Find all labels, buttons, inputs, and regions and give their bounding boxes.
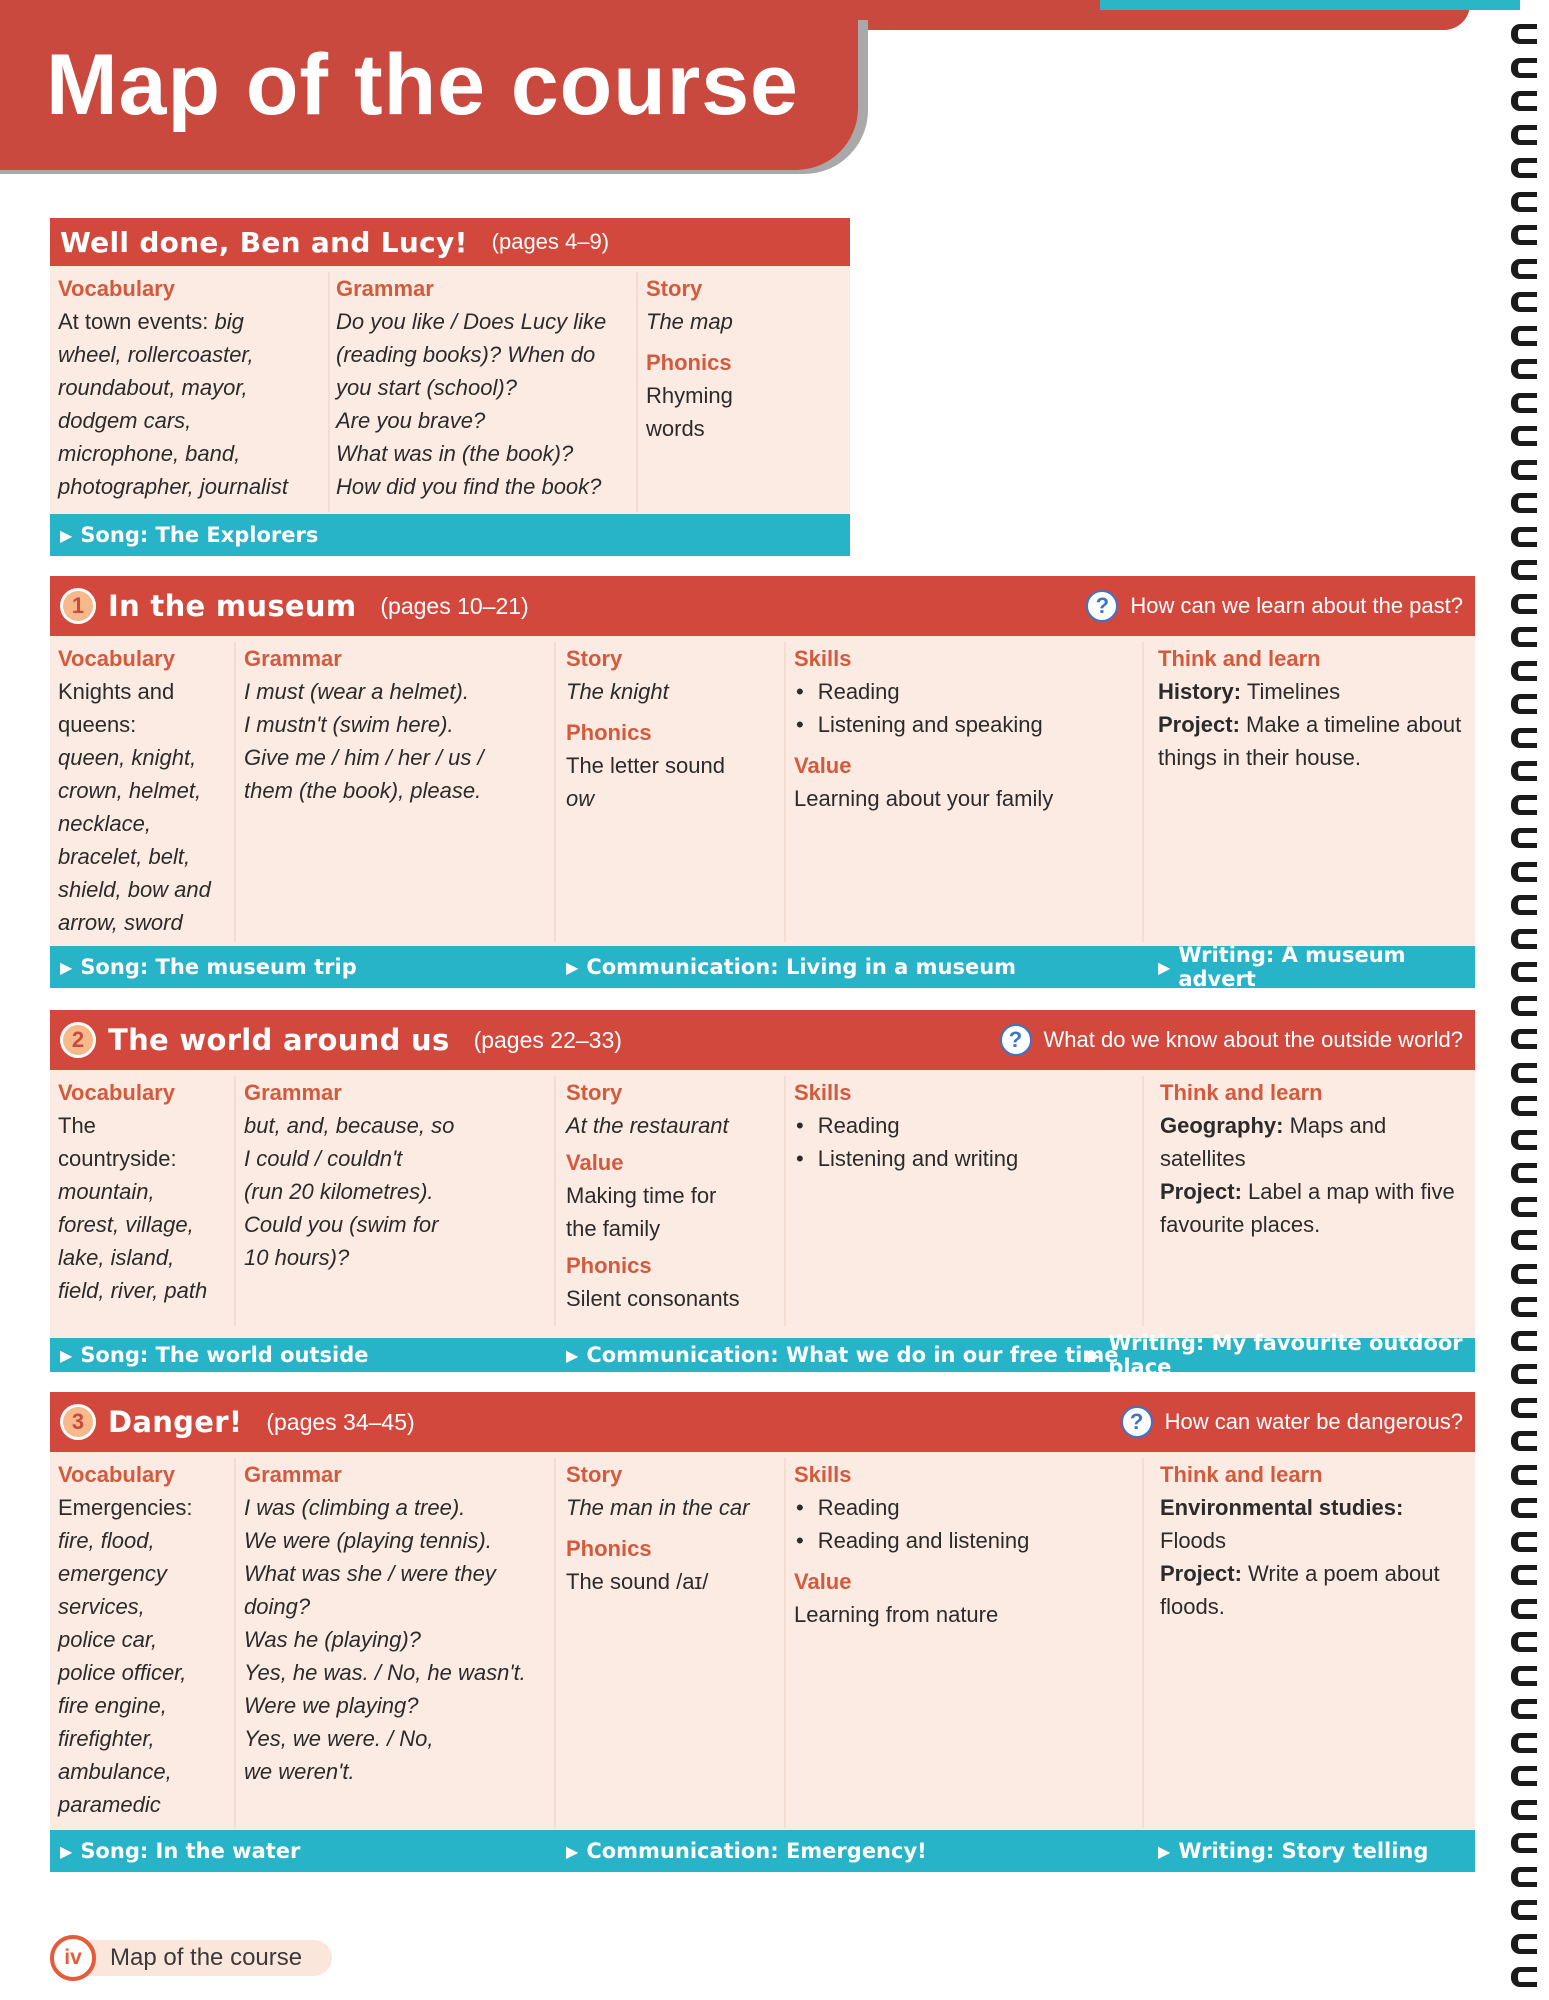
unit-2-story-label: Story xyxy=(566,1080,623,1105)
spiral-ring xyxy=(1511,1264,1537,1284)
grammar-line: I mustn't (swim here). xyxy=(244,712,454,737)
unit-1-grammar-column xyxy=(244,642,556,942)
unit-1-skills-label: Skills xyxy=(794,646,852,671)
unit-2-vocabulary-column xyxy=(58,1076,236,1326)
phonics-sound: ow xyxy=(566,786,595,811)
story-text: At the restaurant xyxy=(566,1113,729,1138)
vocabulary-line: services, xyxy=(58,1594,145,1619)
intro-story-label: Story xyxy=(646,276,703,301)
skills-item: • Reading and listening xyxy=(794,1524,1142,1557)
intro-grammar-label: Grammar xyxy=(336,276,434,301)
spiral-ring xyxy=(1511,1431,1537,1451)
grammar-line: but, and, because, so xyxy=(244,1113,455,1138)
unit-1 xyxy=(50,576,1475,991)
spiral-ring xyxy=(1511,1230,1537,1250)
vocabulary-line: fire, flood, xyxy=(58,1528,155,1553)
spiral-ring xyxy=(1511,795,1537,815)
intro-vocabulary-line: photographer, journalist xyxy=(58,474,288,499)
vocabulary-line: necklace, xyxy=(58,811,151,836)
grammar-line: What was she / were they xyxy=(244,1561,496,1586)
vocabulary-line: mountain, xyxy=(58,1179,155,1204)
skills-item: • Reading xyxy=(794,1491,1142,1524)
unit-2-think-column xyxy=(1160,1076,1465,1241)
grammar-line: we weren't. xyxy=(244,1759,355,1784)
unit-2-title: The world around us xyxy=(108,1023,450,1057)
spiral-ring xyxy=(1511,1364,1537,1384)
spiral-ring xyxy=(1511,1331,1537,1351)
spiral-ring xyxy=(1511,58,1537,78)
unit-3-writing[interactable]: ▶ Writing: Story telling xyxy=(1158,1830,1428,1872)
unit-1-story-column xyxy=(566,642,786,942)
unit-3 xyxy=(50,1392,1475,1872)
spiral-ring xyxy=(1511,1029,1537,1049)
spiral-ring xyxy=(1511,1766,1537,1786)
vocabulary-line: emergency xyxy=(58,1561,167,1586)
intro-phonics-line: Rhyming xyxy=(646,383,733,408)
vocabulary-line: firefighter, xyxy=(58,1726,155,1751)
story-text: The knight xyxy=(566,679,669,704)
vocabulary-line: paramedic xyxy=(58,1792,161,1817)
unit-2-header xyxy=(50,1010,1475,1070)
intro-vocabulary-line: dodgem cars, xyxy=(58,408,192,433)
intro-grammar-line: What was in (the book)? xyxy=(336,441,574,466)
unit-3-header xyxy=(50,1392,1475,1452)
intro-unit-title: Well done, Ben and Lucy! xyxy=(60,225,468,259)
unit-2 xyxy=(50,1010,1475,1379)
spiral-ring xyxy=(1511,1867,1537,1887)
grammar-line: We were (playing tennis). xyxy=(244,1528,492,1553)
unit-1-story-label: Story xyxy=(566,646,623,671)
unit-1-communication[interactable]: ▶ Communication: Living in a museum xyxy=(566,946,1016,988)
unit-3-question-text: How can water be dangerous? xyxy=(1164,1409,1463,1434)
spiral-ring xyxy=(1511,1934,1537,1954)
intro-story-text: The map xyxy=(646,309,733,334)
spiral-ring xyxy=(1511,694,1537,714)
phonics-text: Silent consonants xyxy=(566,1286,740,1311)
spiral-ring xyxy=(1511,426,1537,446)
unit-3-bar xyxy=(50,1830,1475,1872)
spiral-ring xyxy=(1511,326,1537,346)
unit-2-big-question xyxy=(1000,1010,1463,1070)
spiral-ring xyxy=(1511,1967,1537,1987)
unit-1-writing[interactable]: ▶ Writing: A museum advert xyxy=(1158,946,1475,988)
unit-1-header xyxy=(50,576,1475,636)
spiral-ring xyxy=(1511,1498,1537,1518)
unit-2-story-column xyxy=(566,1076,786,1326)
spiral-ring xyxy=(1511,728,1537,748)
unit-3-story-label: Story xyxy=(566,1462,623,1487)
vocabulary-line: police officer, xyxy=(58,1660,187,1685)
vocabulary-line: police car, xyxy=(58,1627,158,1652)
spiral-ring xyxy=(1511,493,1537,513)
intro-vocabulary-label: Vocabulary xyxy=(58,276,175,301)
vocabulary-line: crown, helmet, xyxy=(58,778,202,803)
value-line: the family xyxy=(566,1216,661,1241)
spiral-ring xyxy=(1511,1297,1537,1317)
vocabulary-line: bracelet, belt, xyxy=(58,844,191,869)
unit-1-vocabulary-label: Vocabulary xyxy=(58,646,175,671)
grammar-line: Could you (swim for xyxy=(244,1212,439,1237)
unit-2-phonics-label: Phonics xyxy=(566,1253,652,1278)
spiral-ring xyxy=(1511,24,1537,44)
spiral-ring xyxy=(1511,1900,1537,1920)
unit-1-phonics-label: Phonics xyxy=(566,720,652,745)
spiral-ring xyxy=(1511,1666,1537,1686)
grammar-line: I must (wear a helmet). xyxy=(244,679,469,704)
unit-3-song[interactable]: ▶ Song: In the water xyxy=(60,1830,300,1872)
skills-item: • Listening and writing xyxy=(794,1142,1142,1175)
unit-3-skills-column xyxy=(794,1458,1144,1828)
spiral-ring xyxy=(1511,1197,1537,1217)
vocabulary-line: arrow, sword xyxy=(58,910,183,935)
unit-3-pages: (pages 34–45) xyxy=(266,1408,415,1435)
value-text: Learning from nature xyxy=(794,1602,999,1627)
unit-1-pages: (pages 10–21) xyxy=(380,592,529,619)
spiral-ring xyxy=(1511,460,1537,480)
unit-2-think-label: Think and learn xyxy=(1160,1080,1323,1105)
grammar-line: Give me / him / her / us / xyxy=(244,745,484,770)
spiral-ring xyxy=(1511,929,1537,949)
unit-2-grammar-label: Grammar xyxy=(244,1080,342,1105)
unit-3-grammar-label: Grammar xyxy=(244,1462,342,1487)
unit-3-vocabulary-column xyxy=(58,1458,236,1828)
intro-unit-pages: (pages 4–9) xyxy=(491,229,610,254)
spiral-ring xyxy=(1511,1800,1537,1820)
unit-3-story-column xyxy=(566,1458,786,1828)
story-text: The man in the car xyxy=(566,1495,750,1520)
spiral-ring xyxy=(1511,192,1537,212)
page-number: iv xyxy=(50,1935,96,1981)
unit-2-grammar-column xyxy=(244,1076,556,1326)
spiral-ring xyxy=(1511,1096,1537,1116)
spiral-ring xyxy=(1511,962,1537,982)
spiral-ring xyxy=(1511,1130,1537,1150)
spiral-ring xyxy=(1511,828,1537,848)
intro-unit xyxy=(50,218,850,556)
unit-number-badge: 1 xyxy=(60,588,96,624)
unit-1-song[interactable]: ▶ Song: The museum trip xyxy=(60,946,357,988)
skills-item: • Reading xyxy=(794,675,1142,708)
intro-song-bar xyxy=(50,514,850,556)
unit-3-vocabulary-label: Vocabulary xyxy=(58,1462,175,1487)
spiral-ring xyxy=(1511,627,1537,647)
value-line: Making time for xyxy=(566,1183,717,1208)
vocabulary-line: fire engine, xyxy=(58,1693,167,1718)
unit-1-think-column xyxy=(1158,642,1468,774)
intro-grammar-line: Do you like / Does Lucy like xyxy=(336,309,607,334)
spiral-ring xyxy=(1511,661,1537,681)
spiral-ring xyxy=(1511,1833,1537,1853)
spiral-ring xyxy=(1511,1163,1537,1183)
unit-3-think-label: Think and learn xyxy=(1160,1462,1323,1487)
spiral-ring xyxy=(1511,292,1537,312)
spiral-ring xyxy=(1511,393,1537,413)
spiral-ring xyxy=(1511,1465,1537,1485)
vocabulary-line: field, river, path xyxy=(58,1278,208,1303)
vocabulary-line: forest, village, xyxy=(58,1212,194,1237)
grammar-line: I was (climbing a tree). xyxy=(244,1495,466,1520)
phonics-text: The sound /aɪ/ xyxy=(566,1569,709,1594)
question-icon: ? xyxy=(1121,1406,1153,1438)
top-strip-accent xyxy=(1100,0,1520,10)
think-project: Project: Write a poem about floods. xyxy=(1160,1561,1440,1619)
unit-number-badge: 2 xyxy=(60,1022,96,1058)
spiral-ring xyxy=(1511,125,1537,145)
page-title: Map of the course xyxy=(46,37,799,133)
spiral-ring xyxy=(1511,1599,1537,1619)
think-subject: History: Timelines xyxy=(1158,679,1341,704)
unit-2-pages: (pages 22–33) xyxy=(473,1026,622,1053)
intro-vocabulary-line: microphone, band, xyxy=(58,441,241,466)
intro-story-column xyxy=(646,272,846,445)
vocabulary-line: queen, knight, xyxy=(58,745,197,770)
think-project: Project: Label a map with five favourite places. xyxy=(1160,1179,1455,1237)
spiral-ring xyxy=(1511,225,1537,245)
vocabulary-intro: Emergencies: xyxy=(58,1495,193,1520)
unit-3-phonics-label: Phonics xyxy=(566,1536,652,1561)
unit-2-skills-column xyxy=(794,1076,1144,1326)
intro-vocabulary-line: wheel, rollercoaster, xyxy=(58,342,254,367)
intro-phonics-label: Phonics xyxy=(646,350,732,375)
unit-3-big-question xyxy=(1121,1392,1463,1452)
grammar-line: Was he (playing)? xyxy=(244,1627,421,1652)
unit-3-grammar-column xyxy=(244,1458,556,1828)
grammar-line: Were we playing? xyxy=(244,1693,419,1718)
unit-1-think-label: Think and learn xyxy=(1158,646,1321,671)
spiral-ring xyxy=(1511,158,1537,178)
intro-phonics-line: words xyxy=(646,416,705,441)
spiral-binding xyxy=(1503,0,1549,2000)
spiral-ring xyxy=(1511,862,1537,882)
spiral-ring xyxy=(1511,1632,1537,1652)
intro-grammar-line: (reading books)? When do xyxy=(336,342,596,367)
intro-song[interactable]: ▶ Song: The Explorers xyxy=(60,514,318,556)
unit-2-question-text: What do we know about the outside world? xyxy=(1043,1027,1463,1052)
think-subject: Geography: Maps and satellites xyxy=(1160,1113,1387,1171)
phonics-text: The letter sound xyxy=(566,753,725,778)
unit-1-skills-column xyxy=(794,642,1144,942)
unit-2-vocabulary-label: Vocabulary xyxy=(58,1080,175,1105)
vocabulary-line: shield, bow and xyxy=(58,877,211,902)
page-footer xyxy=(50,1935,332,1981)
unit-3-skills-label: Skills xyxy=(794,1462,852,1487)
unit-number-badge: 3 xyxy=(60,1404,96,1440)
spiral-ring xyxy=(1511,527,1537,547)
spiral-ring xyxy=(1511,895,1537,915)
grammar-line: 10 hours)? xyxy=(244,1245,350,1270)
unit-1-title: In the museum xyxy=(108,589,357,623)
grammar-line: doing? xyxy=(244,1594,311,1619)
title-banner xyxy=(0,0,858,170)
unit-1-grammar-label: Grammar xyxy=(244,646,342,671)
unit-2-song[interactable]: ▶ Song: The world outside xyxy=(60,1338,369,1372)
unit-3-communication[interactable]: ▶ Communication: Emergency! xyxy=(566,1830,927,1872)
vocabulary-intro: queens: xyxy=(58,712,137,737)
unit-1-bar xyxy=(50,943,1475,991)
spiral-ring xyxy=(1511,996,1537,1016)
spiral-ring xyxy=(1511,594,1537,614)
vocabulary-intro: Knights and xyxy=(58,679,175,704)
spiral-ring xyxy=(1511,91,1537,111)
spiral-ring xyxy=(1511,1733,1537,1753)
intro-grammar-line: Are you brave? xyxy=(336,408,486,433)
skills-item: • Reading xyxy=(794,1109,1142,1142)
spiral-ring xyxy=(1511,1565,1537,1585)
unit-1-vocabulary-column xyxy=(58,642,236,942)
unit-1-question-text: How can we learn about the past? xyxy=(1130,593,1463,618)
unit-2-skills-label: Skills xyxy=(794,1080,852,1105)
vocabulary-line: lake, island, xyxy=(58,1245,175,1270)
unit-1-value-label: Value xyxy=(794,753,852,778)
vocabulary-intro: The xyxy=(58,1113,96,1138)
vocabulary-intro: countryside: xyxy=(58,1146,177,1171)
footer-label: Map of the course xyxy=(76,1940,332,1976)
unit-2-bar xyxy=(50,1331,1475,1379)
intro-vocabulary-column xyxy=(58,272,330,512)
grammar-line: I could / couldn't xyxy=(244,1146,403,1171)
intro-grammar-line: you start (school)? xyxy=(336,375,517,400)
value-text: Learning about your family xyxy=(794,786,1054,811)
spiral-ring xyxy=(1511,1699,1537,1719)
think-project: Project: Make a timeline about things in their house. xyxy=(1158,712,1462,770)
unit-1-big-question xyxy=(1086,576,1463,636)
unit-3-value-label: Value xyxy=(794,1569,852,1594)
grammar-line: (run 20 kilometres). xyxy=(244,1179,434,1204)
question-icon: ? xyxy=(1086,590,1118,622)
skills-item: • Listening and speaking xyxy=(794,708,1142,741)
intro-grammar-column xyxy=(336,272,638,512)
think-subject-text: Floods xyxy=(1160,1528,1227,1553)
unit-3-think-column xyxy=(1160,1458,1465,1623)
intro-vocabulary-text: At town events: big xyxy=(58,309,244,334)
spiral-ring xyxy=(1511,359,1537,379)
intro-unit-header xyxy=(50,218,850,266)
spiral-ring xyxy=(1511,560,1537,580)
intro-grammar-line: How did you find the book? xyxy=(336,474,602,499)
grammar-line: them (the book), please. xyxy=(244,778,482,803)
unit-2-value-label: Value xyxy=(566,1150,624,1175)
unit-2-writing[interactable]: ▶ Writing: My favourite outdoor place xyxy=(1088,1338,1475,1372)
spiral-ring xyxy=(1511,1532,1537,1552)
unit-3-title: Danger! xyxy=(108,1405,243,1439)
spiral-ring xyxy=(1511,1398,1537,1418)
question-icon: ? xyxy=(1000,1024,1032,1056)
think-subject: Environmental studies: xyxy=(1160,1495,1404,1520)
unit-2-communication[interactable]: ▶ Communication: What we do in our free time xyxy=(566,1338,1118,1372)
grammar-line: Yes, he was. / No, he wasn't. xyxy=(244,1660,526,1685)
intro-vocabulary-line: roundabout, mayor, xyxy=(58,375,248,400)
vocabulary-line: ambulance, xyxy=(58,1759,172,1784)
spiral-ring xyxy=(1511,259,1537,279)
grammar-line: Yes, we were. / No, xyxy=(244,1726,434,1751)
spiral-ring xyxy=(1511,761,1537,781)
spiral-ring xyxy=(1511,1063,1537,1083)
